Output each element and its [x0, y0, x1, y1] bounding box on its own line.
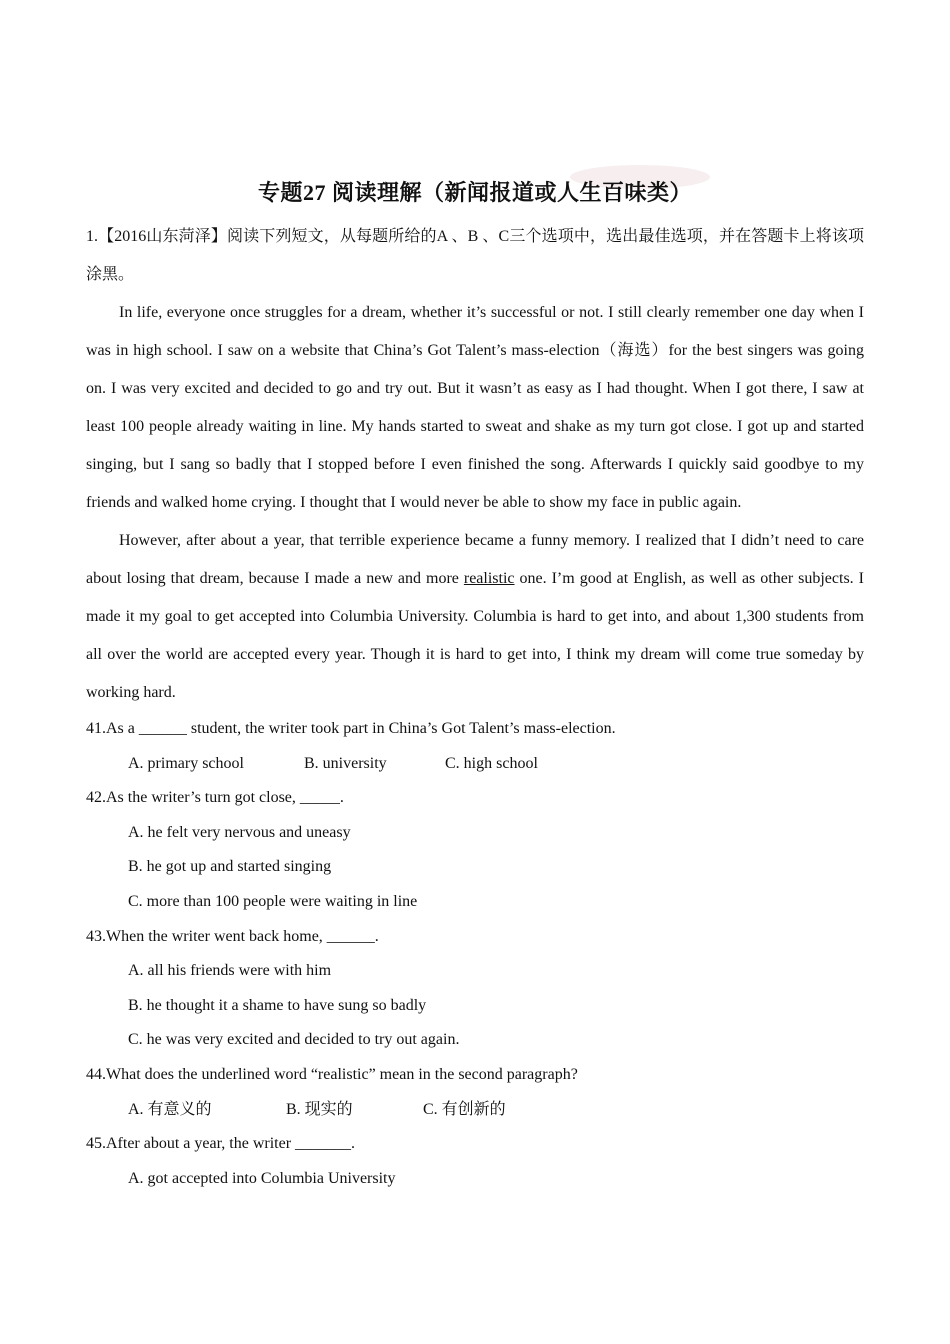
paragraph-2-text-before: However, after about a year, that terrible experience became a funny memory. I realized that I didn’t need to care about losing that dream, because I made a new and more [86, 532, 864, 587]
option-44-a: A. 有意义的 [128, 1100, 212, 1118]
option-41-a: A. primary school [128, 754, 244, 772]
question-45: 45.After about a year, the writer _______. [86, 1135, 356, 1153]
option-43-a: A. all his friends were with him [128, 962, 332, 980]
option-43-b: B. he thought it a shame to have sung so badly [128, 996, 427, 1014]
question-42: 42.As the writer’s turn got close, _____. [86, 789, 344, 807]
option-43-c: C. he was very excited and decided to try out again. [128, 1031, 460, 1049]
option-45-a: A. got accepted into Columbia University [128, 1169, 396, 1187]
passage-paragraph-2 [86, 522, 864, 712]
document-body [86, 218, 864, 1196]
question-41-options [86, 747, 864, 782]
option-42-c: C. more than 100 people were waiting in line [128, 892, 418, 910]
option-41-c: C. high school [445, 754, 538, 772]
option-42-a: A. he felt very nervous and uneasy [128, 823, 351, 841]
passage-paragraph-1: In life, everyone once struggles for a dream, whether it’s successful or not. I still clearly remember one day when I was in high school. I saw on a website that China’s Got Talent’s mass-election（海选）for the best singers was going on. I was very excited and decided to go and try out. But it wasn’t as easy as I had thought. When I got there, I saw at least 100 people already waiting in line. My hands started to sweat and shake as my turn got close. I got up and started singing, but I sang so badly that I stopped before I even finished the song. Afterwards I quickly said goodbye to my friends and walked home crying. I thought that I would never be able to show my face in public again. [86, 304, 864, 511]
underlined-word: realistic [463, 570, 515, 587]
option-42-b: B. he got up and started singing [128, 858, 332, 876]
option-41-b: B. university [304, 754, 387, 772]
paragraph-2-text-after: one. I’m good at English, as well as other subjects. I made it my goal to get accepted into Columbia University. Columbia is hard to get into, and about 1,300 students from all over the world are accepted every year. Though it is hard to get into, I think my dream will come true someday by working hard. [86, 570, 865, 701]
page-title: 专题27 阅读理解（新闻报道或人生百味类） [257, 180, 692, 205]
question-41: 41.As a ______ student, the writer took part in China’s Got Talent’s mass-election. [86, 720, 616, 737]
option-44-b: B. 现实的 [286, 1100, 353, 1118]
question-44-options [86, 1093, 864, 1128]
question-43: 43.When the writer went back home, ______. [86, 927, 379, 945]
question-44: 44.What does the underlined word “realistic” mean in the second paragraph? [86, 1065, 578, 1083]
instructions: 1.【2016山东菏泽】阅读下列短文，从每题所给的A 、B 、C三个选项中，选出最佳选项，并在答题卡上将该项涂黑。 [86, 228, 864, 283]
option-44-c: C. 有创新的 [423, 1100, 506, 1118]
